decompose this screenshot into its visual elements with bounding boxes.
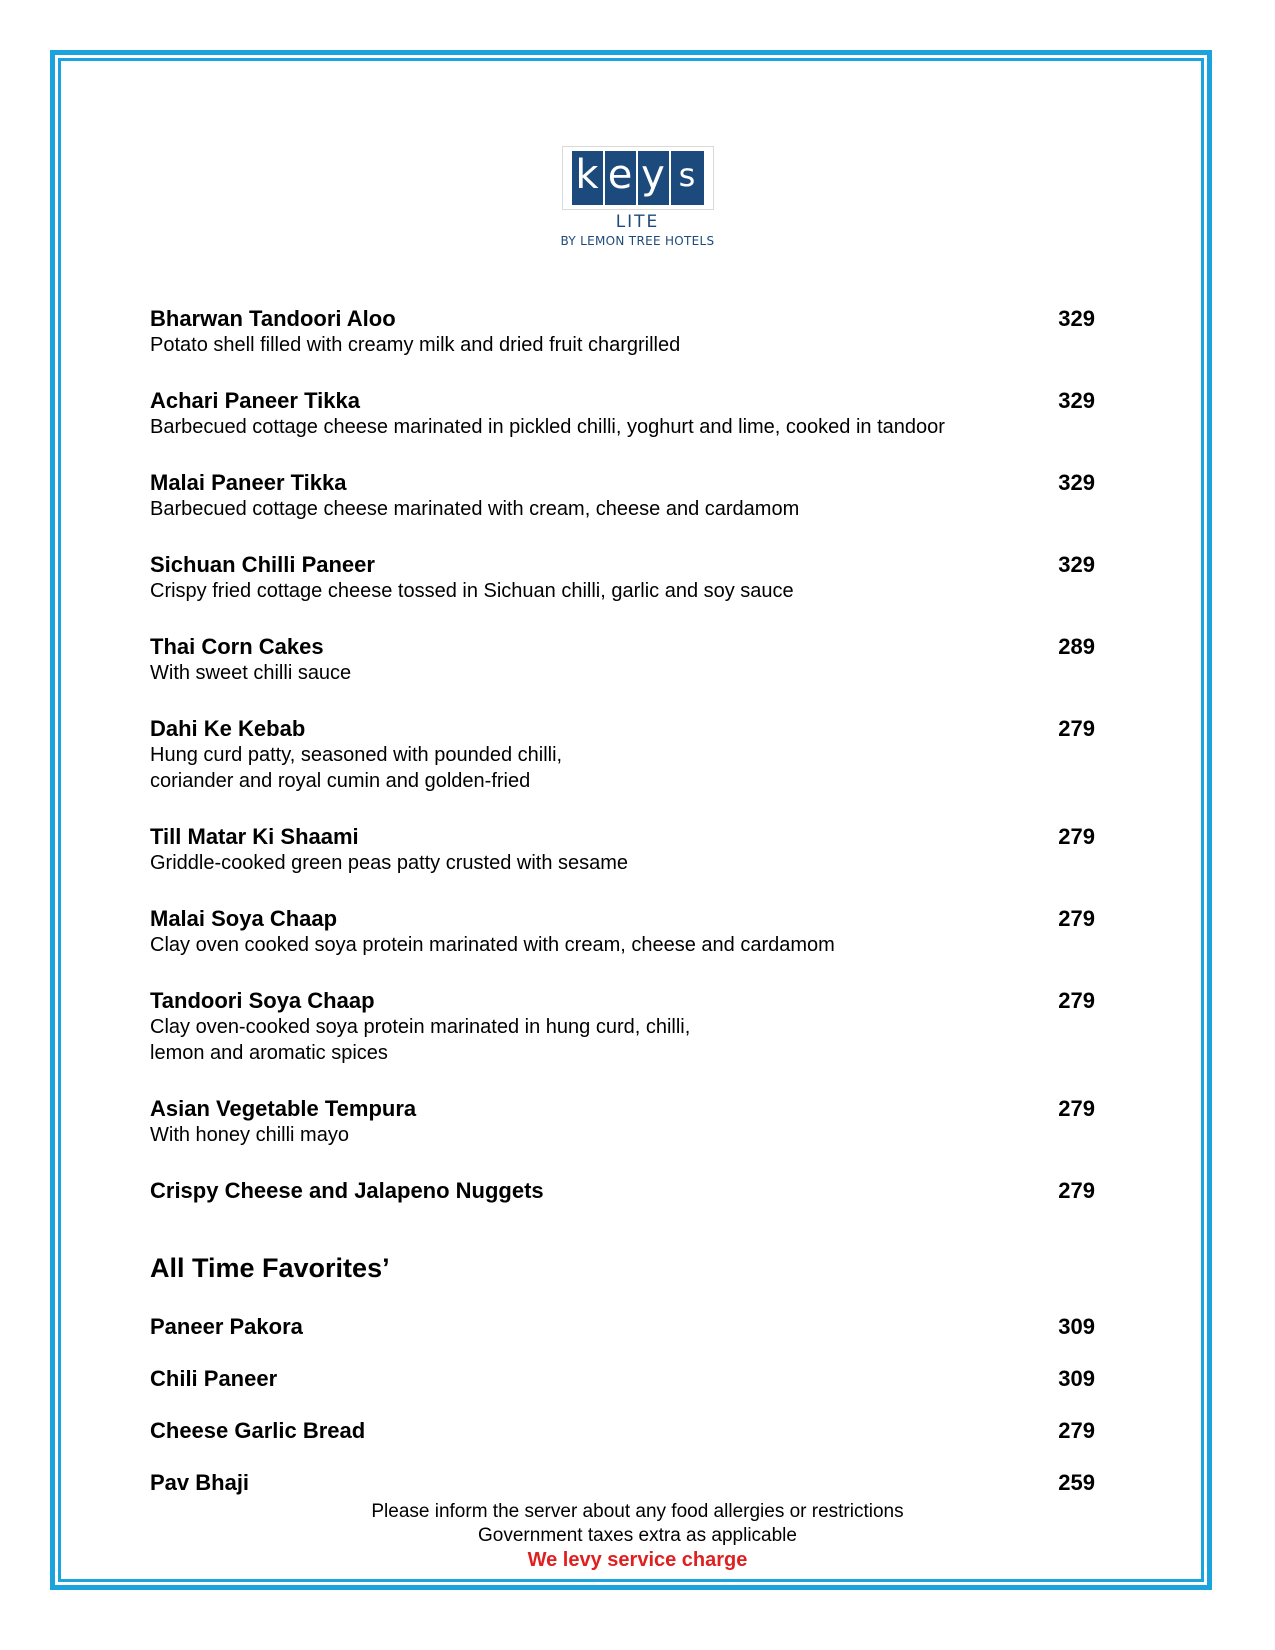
- item-description: [150, 1014, 1095, 1066]
- section-title-favorites: All Time Favorites’: [150, 1253, 390, 1283]
- item-description-line: With sweet chilli sauce: [150, 662, 352, 684]
- menu-footer: [0, 1500, 1275, 1572]
- menu-item: [150, 988, 1095, 1066]
- menu-item: [150, 1178, 1095, 1204]
- item-name: Pav Bhaji: [150, 1470, 250, 1495]
- menu-item: [150, 634, 1095, 686]
- item-description-line: Barbecued cottage cheese marinated in pickled chilli, yoghurt and lime, cooked in tandoor: [150, 416, 945, 438]
- menu-item: [150, 470, 1095, 522]
- menu-item: [150, 1096, 1095, 1148]
- favorite-item: [150, 1470, 1095, 1496]
- menu-item-row: [150, 306, 1095, 332]
- favorite-item: [150, 1366, 1095, 1392]
- item-price: 309: [1058, 1366, 1095, 1391]
- item-price: 279: [1058, 988, 1095, 1013]
- favorites-items: [150, 1314, 1095, 1496]
- item-price: 309: [1058, 1314, 1095, 1339]
- item-description: [150, 850, 1095, 876]
- item-description: [150, 332, 1095, 358]
- menu-item: [150, 716, 1095, 794]
- item-price: 329: [1058, 470, 1095, 495]
- menu-item-row: [150, 552, 1095, 578]
- favorite-item: [150, 1418, 1095, 1444]
- item-description: [150, 1122, 1095, 1148]
- item-description-line: With honey chilli mayo: [150, 1124, 349, 1146]
- item-description-line: Potato shell filled with creamy milk and dried fruit chargrilled: [150, 334, 681, 356]
- logo-letters: [572, 151, 704, 205]
- item-price: 329: [1058, 306, 1095, 331]
- item-description: [150, 414, 1095, 440]
- item-description-line: coriander and royal cumin and golden-fried: [150, 770, 531, 792]
- item-name: Tandoori Soya Chaap: [150, 988, 375, 1013]
- menu-item-row: [150, 824, 1095, 850]
- item-name: Dahi Ke Kebab: [150, 716, 306, 741]
- item-description-line: lemon and aromatic spices: [150, 1042, 388, 1064]
- item-name: Sichuan Chilli Paneer: [150, 552, 375, 577]
- logo-sub: LITE: [615, 212, 660, 232]
- menu-item: [150, 906, 1095, 958]
- menu-item-row: [150, 716, 1095, 742]
- menu-items: [150, 306, 1095, 1204]
- logo-letter: k: [572, 151, 605, 205]
- item-name: Thai Corn Cakes: [150, 634, 324, 659]
- menu-content: [150, 306, 1095, 1522]
- allergy-note: Please inform the server about any food allergies or restrictions: [371, 1501, 904, 1522]
- item-price: 279: [1058, 824, 1095, 849]
- logo-box: [562, 146, 714, 210]
- item-description: [150, 578, 1095, 604]
- item-name: Cheese Garlic Bread: [150, 1418, 366, 1443]
- favorite-item: [150, 1314, 1095, 1340]
- item-description-line: Barbecued cottage cheese marinated with cream, cheese and cardamom: [150, 498, 800, 520]
- item-price: 289: [1058, 634, 1095, 659]
- item-description: [150, 660, 1095, 686]
- logo-letter: s: [678, 156, 696, 194]
- menu-item-row: [150, 1178, 1095, 1204]
- item-description-line: Hung curd patty, seasoned with pounded chilli,: [150, 744, 563, 766]
- menu-item: [150, 552, 1095, 604]
- item-description: [150, 496, 1095, 522]
- logo-letter: y: [638, 151, 671, 205]
- brand-logo: [0, 146, 1275, 248]
- item-description-line: Griddle-cooked green peas patty crusted with sesame: [150, 852, 629, 874]
- menu-item-row: [150, 388, 1095, 414]
- item-name: Bharwan Tandoori Aloo: [150, 306, 396, 331]
- logo-tagline: BY LEMON TREE HOTELS: [560, 234, 715, 248]
- item-name: Malai Soya Chaap: [150, 906, 338, 931]
- tax-note: Government taxes extra as applicable: [478, 1525, 797, 1546]
- item-description: [150, 742, 1095, 794]
- menu-item-row: [150, 470, 1095, 496]
- item-name: Paneer Pakora: [150, 1314, 303, 1339]
- item-price: 279: [1058, 1418, 1095, 1443]
- item-description-line: Crispy fried cottage cheese tossed in Sichuan chilli, garlic and soy sauce: [150, 580, 794, 602]
- item-description-line: Clay oven-cooked soya protein marinated in hung curd, chilli,: [150, 1016, 691, 1038]
- item-price: 329: [1058, 388, 1095, 413]
- item-name: Chili Paneer: [150, 1366, 278, 1391]
- item-name: Crispy Cheese and Jalapeno Nuggets: [150, 1178, 544, 1203]
- menu-item-row: [150, 906, 1095, 932]
- item-description-line: Clay oven cooked soya protein marinated with cream, cheese and cardamom: [150, 934, 835, 956]
- menu-item: [150, 306, 1095, 358]
- item-price: 259: [1058, 1470, 1095, 1495]
- item-price: 279: [1058, 906, 1095, 931]
- item-description: [150, 932, 1095, 958]
- item-name: Asian Vegetable Tempura: [150, 1096, 417, 1121]
- menu-item-row: [150, 1096, 1095, 1122]
- item-name: Malai Paneer Tikka: [150, 470, 347, 495]
- logo-letter: e: [605, 151, 638, 205]
- service-charge-note: We levy service charge: [527, 1549, 748, 1571]
- item-price: 279: [1058, 1178, 1095, 1203]
- item-price: 279: [1058, 716, 1095, 741]
- item-price: 279: [1058, 1096, 1095, 1121]
- menu-item: [150, 388, 1095, 440]
- item-name: Till Matar Ki Shaami: [150, 824, 359, 849]
- menu-item-row: [150, 988, 1095, 1014]
- menu-item: [150, 824, 1095, 876]
- menu-item-row: [150, 634, 1095, 660]
- item-name: Achari Paneer Tikka: [150, 388, 360, 413]
- item-price: 329: [1058, 552, 1095, 577]
